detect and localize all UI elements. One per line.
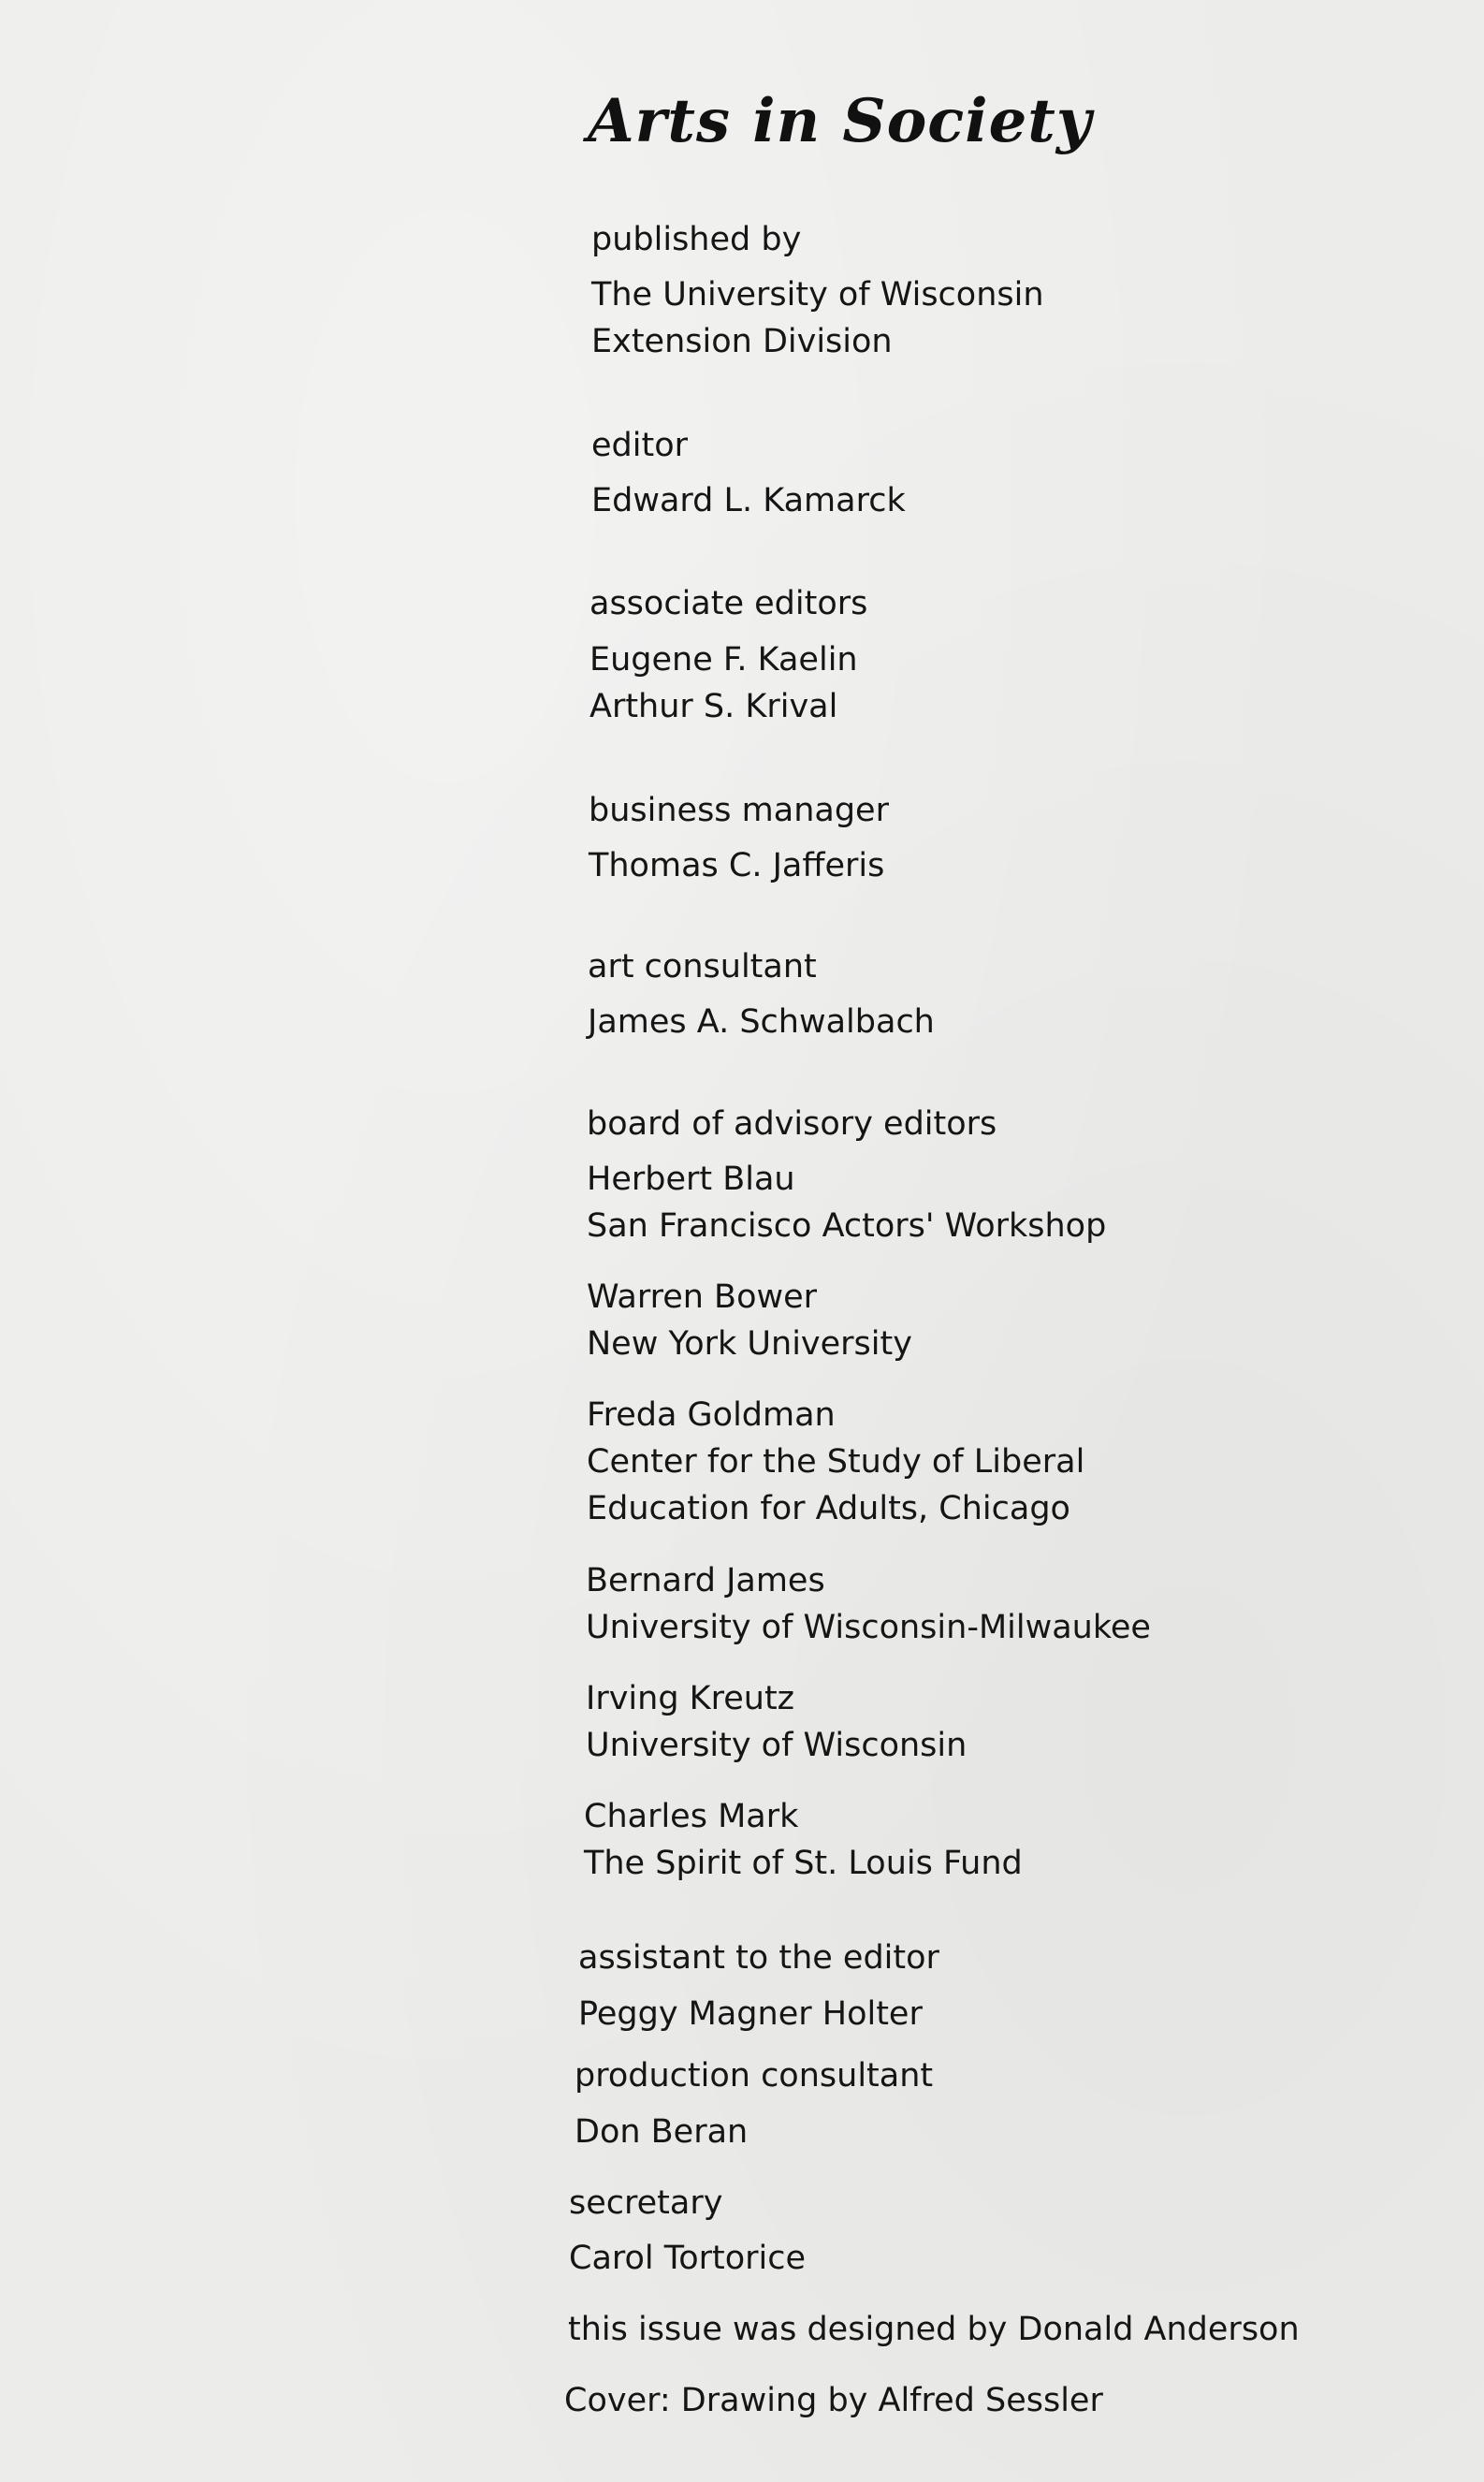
board-member-name: Freda Goldman <box>587 1396 836 1434</box>
assistant-to-editor-name: Peggy Magner Holter <box>578 1995 923 2033</box>
board-member-name: Bernard James <box>586 1562 825 1599</box>
associate-editor-name: Eugene F. Kaelin <box>589 641 858 679</box>
board-member-affiliation: San Francisco Actors' Workshop <box>587 1207 1107 1245</box>
secretary-label: secretary <box>569 2184 723 2222</box>
board-member-name: Herbert Blau <box>587 1161 795 1198</box>
board-label: board of advisory editors <box>587 1105 997 1143</box>
board-member-affiliation: Education for Adults, Chicago <box>587 1490 1070 1527</box>
board-member-affiliation: Center for the Study of Liberal <box>587 1443 1085 1481</box>
publisher-label: published by <box>591 221 802 258</box>
production-consultant-name: Don Beran <box>575 2113 749 2151</box>
publisher-name-line1: The University of Wisconsin <box>591 276 1044 314</box>
journal-title: Arts in Society <box>588 86 1093 156</box>
art-consultant-name: James A. Schwalbach <box>588 1003 935 1041</box>
editor-name: Edward L. Kamarck <box>591 482 906 519</box>
designer-note: this issue was designed by Donald Anderson <box>568 2311 1300 2348</box>
associate-editors-label: associate editors <box>589 585 868 622</box>
assistant-to-editor-label: assistant to the editor <box>578 1939 939 1977</box>
publisher-name-line2: Extension Division <box>591 323 893 360</box>
cover-note: Cover: Drawing by Alfred Sessler <box>564 2382 1103 2419</box>
editor-label: editor <box>591 427 689 464</box>
business-manager-name: Thomas C. Jafferis <box>589 847 885 884</box>
secretary-name: Carol Tortorice <box>569 2240 807 2277</box>
board-member-affiliation: New York University <box>587 1325 912 1363</box>
business-manager-label: business manager <box>589 792 889 829</box>
board-member-affiliation: University of Wisconsin <box>586 1727 968 1764</box>
board-member-affiliation: The Spirit of St. Louis Fund <box>584 1845 1023 1882</box>
art-consultant-label: art consultant <box>588 948 817 986</box>
board-member-affiliation: University of Wisconsin-Milwaukee <box>586 1609 1151 1646</box>
production-consultant-label: production consultant <box>575 2057 934 2095</box>
board-member-name: Irving Kreutz <box>586 1680 795 1717</box>
associate-editor-name: Arthur S. Krival <box>589 688 838 725</box>
board-member-name: Warren Bower <box>587 1278 818 1316</box>
board-member-name: Charles Mark <box>584 1798 799 1835</box>
